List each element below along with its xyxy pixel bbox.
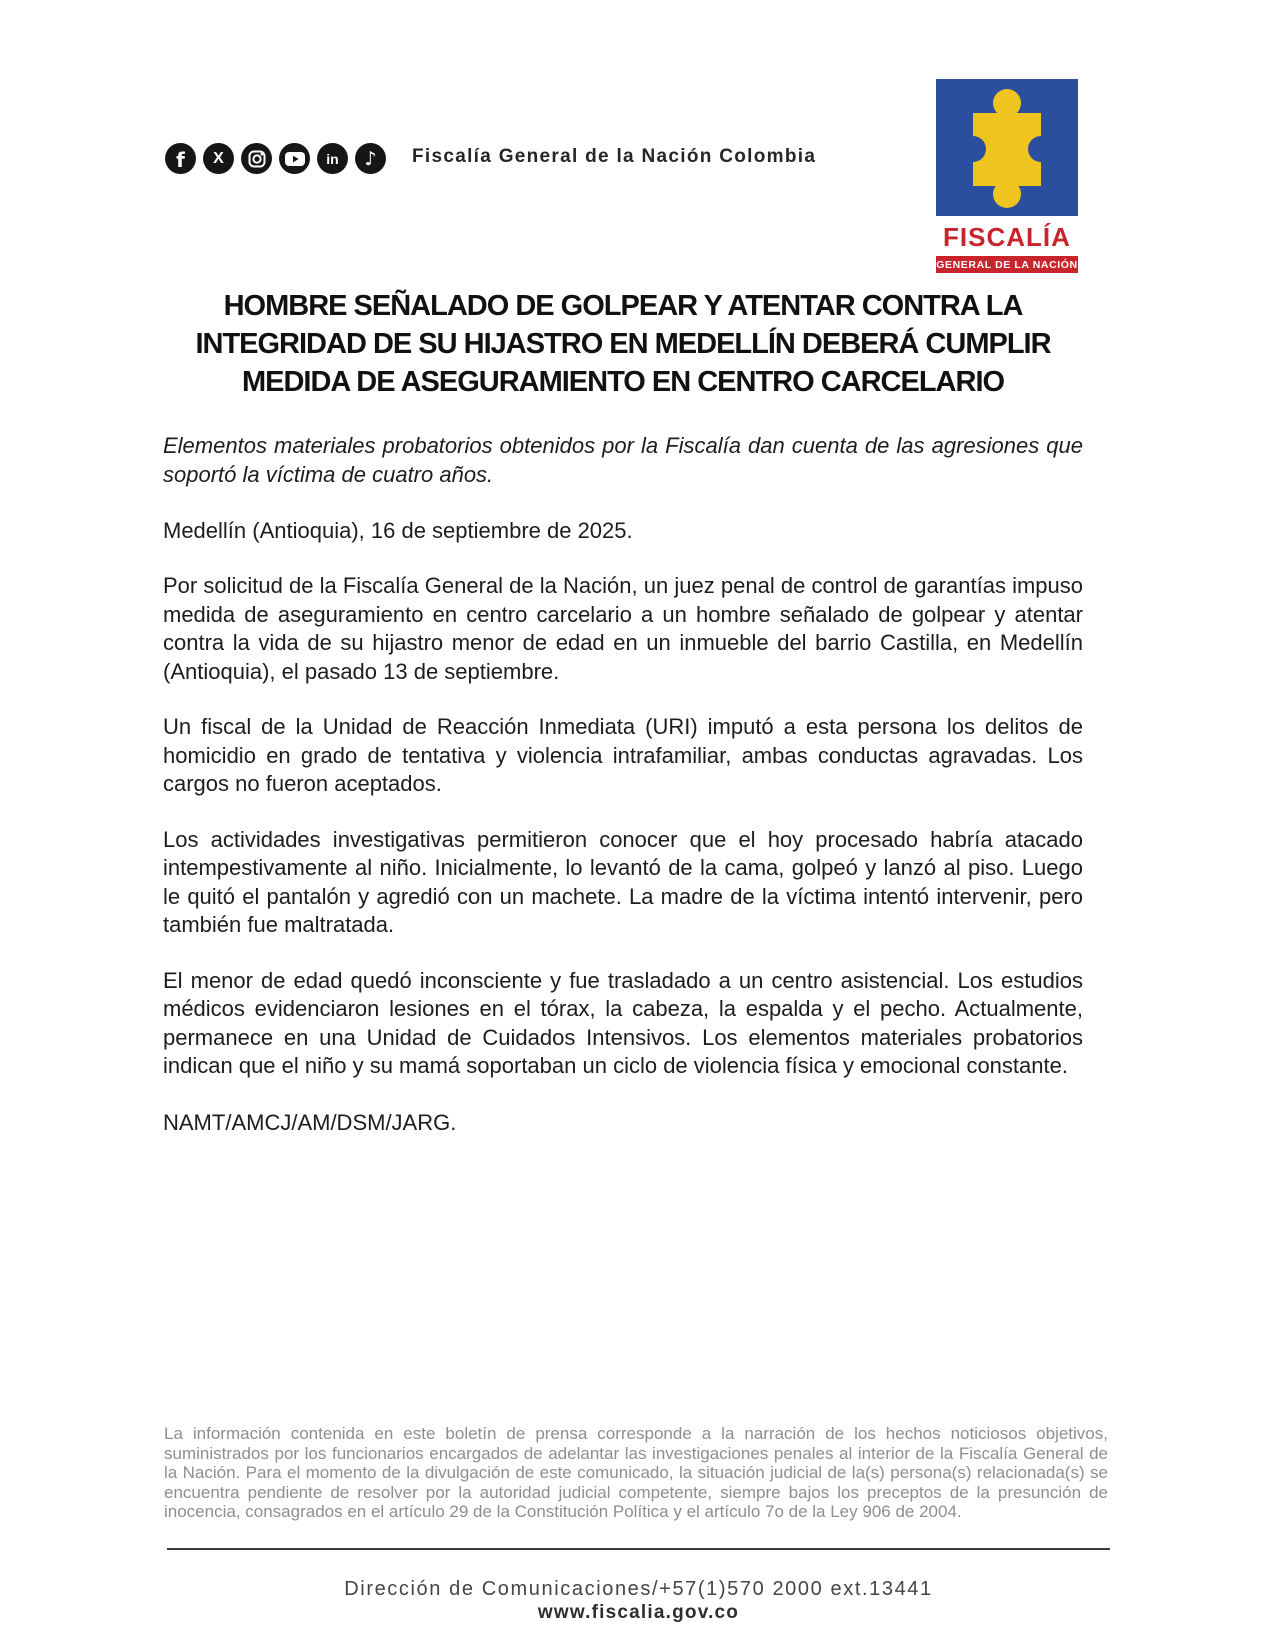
title-line-1: HOMBRE SEÑALADO DE GOLPEAR Y ATENTAR CONTRA LA <box>223 290 1023 322</box>
linkedin-glyph: in <box>326 150 339 167</box>
body-paragraph-1: Por solicitud de la Fiscalía General de la Nación, un juez penal de control de garantías impuso medida de aseguramiento en centro carcelario a un hombre señalado de golpear y atentar contra la vida de su hijastro menor de edad en un inmueble del barrio Castilla, en Medellín (Antioquia), el pasado 13 de septiembre. <box>163 573 1083 684</box>
brand-label: Fiscalía General de la Nación Colombia <box>412 146 817 167</box>
legal-disclaimer: La información contenida en este boletín de prensa corresponde a la narración de los hechos noticiosos objetivos, suministrados por los funcionarios encargados de adelantar las investigaciones penales al interior de la Fiscalía General de la Nación. Para el momento de la divulgación de este comunicado, la situación judicial de la(s) persona(s) relacionada(s) se encuentra pendiente de resolver por la autoridad judicial competente, siempre bajos los preceptos de la presunción de inocencia, consagrados en el artículo 29 de la Constitución Política y el artículo 7o de la Ley 906 de 2004. <box>164 1424 1108 1521</box>
logo-wordmark: FISCALÍA <box>943 222 1071 252</box>
logo-banner: GENERAL DE LA NACIÓN <box>936 256 1078 273</box>
footer-contact: Dirección de Comunicaciones/+57(1)570 2000 ext.13441 <box>344 1578 933 1600</box>
tiktok-icon[interactable] <box>355 143 386 174</box>
tiktok-glyph: ♪ <box>364 147 377 170</box>
signoff-initials: NAMT/AMCJ/AM/DSM/JARG. <box>163 1109 457 1135</box>
instagram-glyph <box>248 150 266 168</box>
body-paragraph-4: El menor de edad quedó inconsciente y fue trasladado a un centro asistencial. Los estudios médicos evidenciaron lesiones en el tórax, la cabeza, la espalda y el pecho. Actualmente, permanece en una Unidad de Cuidados Intensivos. Los elementos materiales probatorios indican que el niño y su mamá soportaban un ciclo de violencia física y emocional constante. <box>163 967 1083 1078</box>
footer <box>167 1578 1110 1624</box>
body-paragraph-3: Los actividades investigativas permitieron conocer que el hoy procesado habría atacado intempestivamente al niño. Inicialmente, lo levantó de la cama, golpeó y lanzó al piso. Luego le quitó el pantalón y agredió con un machete. La madre de la víctima intentó intervenir, pero también fue maltratada. <box>163 826 1083 937</box>
footer-divider <box>167 1548 1110 1550</box>
facebook-icon[interactable] <box>165 143 196 174</box>
title-line-2: INTEGRIDAD DE SU HIJASTRO EN MEDELLÍN DEBERÁ CUMPLIR <box>195 328 1051 360</box>
youtube-icon[interactable] <box>279 143 310 174</box>
title-line-3: MEDIDA DE ASEGURAMIENTO EN CENTRO CARCELARIO <box>241 366 1005 398</box>
footer-website-link[interactable]: www.fiscalia.gov.co <box>537 1602 740 1623</box>
instagram-icon[interactable] <box>241 143 272 174</box>
document-body <box>163 287 1083 1137</box>
page-title <box>163 287 1083 401</box>
x-glyph: X <box>213 149 224 167</box>
youtube-glyph <box>285 151 305 167</box>
fiscalia-logo <box>936 79 1078 273</box>
social-icons-row <box>165 143 386 174</box>
facebook-glyph: f <box>176 148 185 172</box>
puzzle-piece-icon <box>936 79 1078 216</box>
body-paragraph-2: Un fiscal de la Unidad de Reacción Inmediata (URI) imputó a esta persona los delitos de homicidio en grado de tentativa y violencia intrafamiliar, ambas conductas agravadas. Los cargos no fueron aceptados. <box>163 714 1083 796</box>
linkedin-icon[interactable] <box>317 143 348 174</box>
lede-paragraph: Elementos materiales probatorios obtenidos por la Fiscalía dan cuenta de las agresiones que soportó la víctima de cuatro años. <box>163 433 1083 487</box>
dateline: Medellín (Antioquia), 16 de septiembre de 2025. <box>163 518 633 543</box>
x-icon[interactable] <box>203 143 234 174</box>
